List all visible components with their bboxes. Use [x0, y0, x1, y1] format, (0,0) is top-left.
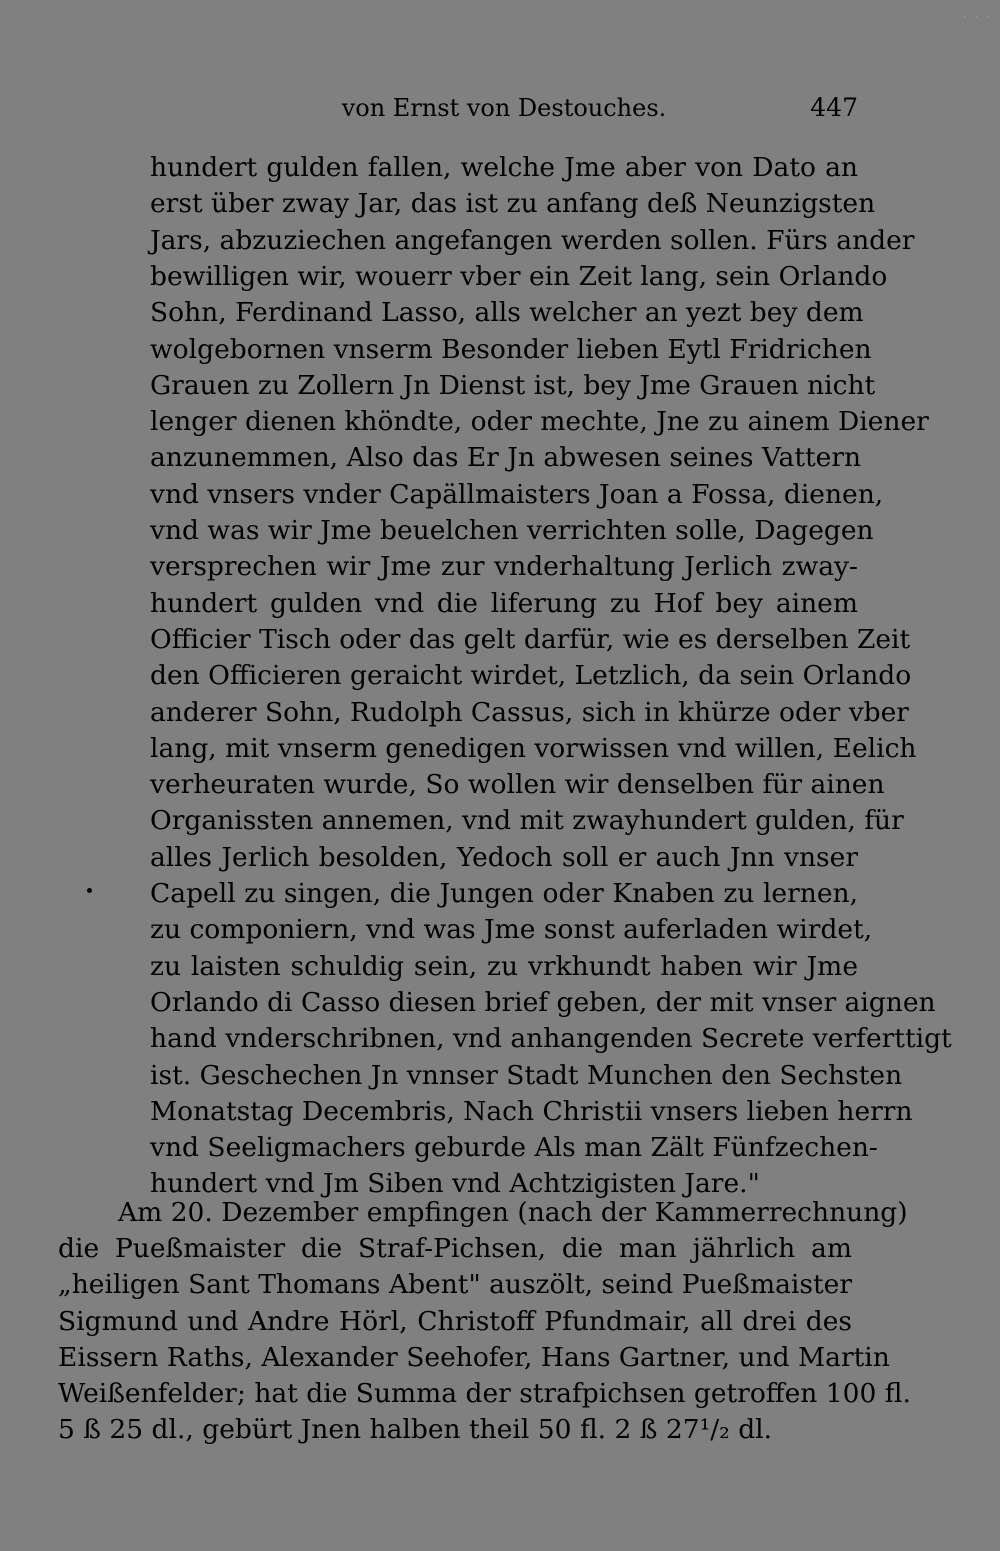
quote-line: Grauen zu Zollern Jn Dienst ist, bey Jme Grauen nicht — [150, 369, 876, 401]
quote-line: ist. Geschechen Jn vnnser Stadt Munchen den Sechsten — [150, 1059, 903, 1091]
quote-line: vnd vnsers vnder Capällmaisters Joan a Fossa, dienen, — [150, 478, 884, 510]
running-title: von Ernst von Destouches. — [341, 94, 667, 122]
quote-line: zu componiern, vnd was Jme sonst auferladen wirdet, — [150, 914, 873, 946]
quote-line: erst über zway Jar, das ist zu anfang deß Neunzigsten — [150, 188, 876, 220]
paragraph-line: 5 ß 25 dl., gebürt Jnen halben theil 50 fl. 2 ß 27¹/₂ dl. — [58, 1414, 773, 1446]
scan-artifact: · · · — [962, 10, 992, 24]
quote-line: vnd was wir Jme beuelchen verrichten solle, Dagegen — [150, 515, 874, 546]
paragraph-line: „heiligen Sant Thomans Abent" auszölt, seind Pueßmaister — [58, 1269, 852, 1301]
quote-line: anzunemmen, Also das Er Jn abwesen seines Vattern — [150, 442, 862, 474]
quote-line: Orlando di Casso diesen brief geben, der mit vnser aignen — [150, 986, 936, 1018]
quote-line: Capell zu singen, die Jungen oder Knaben zu lernen, — [150, 878, 858, 909]
quote-line: lenger dienen khöndte, oder mechte, Jne zu ainem Diener — [150, 406, 929, 438]
page-number: 447 — [810, 93, 858, 122]
running-head — [150, 88, 858, 128]
paragraph-line: Eissern Raths, Alexander Seehofer, Hans Gartner, und Martin — [58, 1341, 890, 1373]
quote-line: hundert gulden fallen, welche Jme aber von Dato an — [150, 152, 858, 183]
quote-line: Jars, abzuziechen angefangen werden sollen. Fürs ander — [150, 224, 915, 256]
quote-line: Monatstag Decembris, Nach Christii vnsers lieben herrn — [150, 1095, 913, 1127]
quote-line: hundert vnd Jm Siben vnd Achtzigisten Jare." — [150, 1168, 760, 1200]
quote-line: Officier Tisch oder das gelt darfür, wie es derselben Zeit — [150, 623, 911, 655]
quote-line: den Officieren geraicht wirdet, Letzlich, da sein Orlando — [150, 660, 912, 692]
quote-line: bewilligen wir, wouerr vber ein Zeit lang, sein Orlando — [150, 260, 888, 292]
paragraph-line: die Pueßmaister die Straf-Pichsen, die man jährlich am — [58, 1233, 852, 1265]
quote-line: versprechen wir Jme zur vnderhaltung Jerlich zway- — [150, 551, 858, 583]
print-speck — [87, 888, 92, 893]
quote-line: lang, mit vnserm genedigen vorwissen vnd willen, Eelich — [150, 732, 917, 764]
quote-line: verheuraten wurde, So wollen wir denselben für ainen — [150, 769, 885, 801]
quote-line: alles Jerlich besolden, Yedoch soll er auch Jnn vnser — [150, 841, 858, 873]
quote-line: hand vnderschribnen, vnd anhangenden Secrete verferttigt — [150, 1023, 952, 1055]
quote-line: Organissten annemen, vnd mit zwayhundert gulden, für — [150, 805, 904, 837]
quote-line: anderer Sohn, Rudolph Cassus, sich in khürze oder vber — [150, 696, 909, 728]
quote-line: Sohn, Ferdinand Lasso, alls welcher an yezt bey dem — [150, 297, 864, 329]
quote-line: zu laisten schuldig sein, zu vrkhundt haben wir Jme — [150, 950, 858, 982]
quote-line: wolgebornen vnserm Besonder lieben Eytl Fridrichen — [150, 333, 872, 365]
quote-line: vnd Seeligmachers geburde Als man Zält Fünfzechen- — [150, 1132, 878, 1164]
paragraph-line: Am 20. Dezember empfingen (nach der Kammerrechnung) — [118, 1197, 908, 1228]
paragraph-line: Weißenfelder; hat die Summa der strafpichsen getroffen 100 fl. — [58, 1378, 911, 1409]
paragraph-line: Sigmund und Andre Hörl, Christoff Pfundmair, all drei des — [58, 1305, 852, 1337]
quote-line: hundert gulden vnd die liferung zu Hof bey ainem — [150, 587, 858, 619]
